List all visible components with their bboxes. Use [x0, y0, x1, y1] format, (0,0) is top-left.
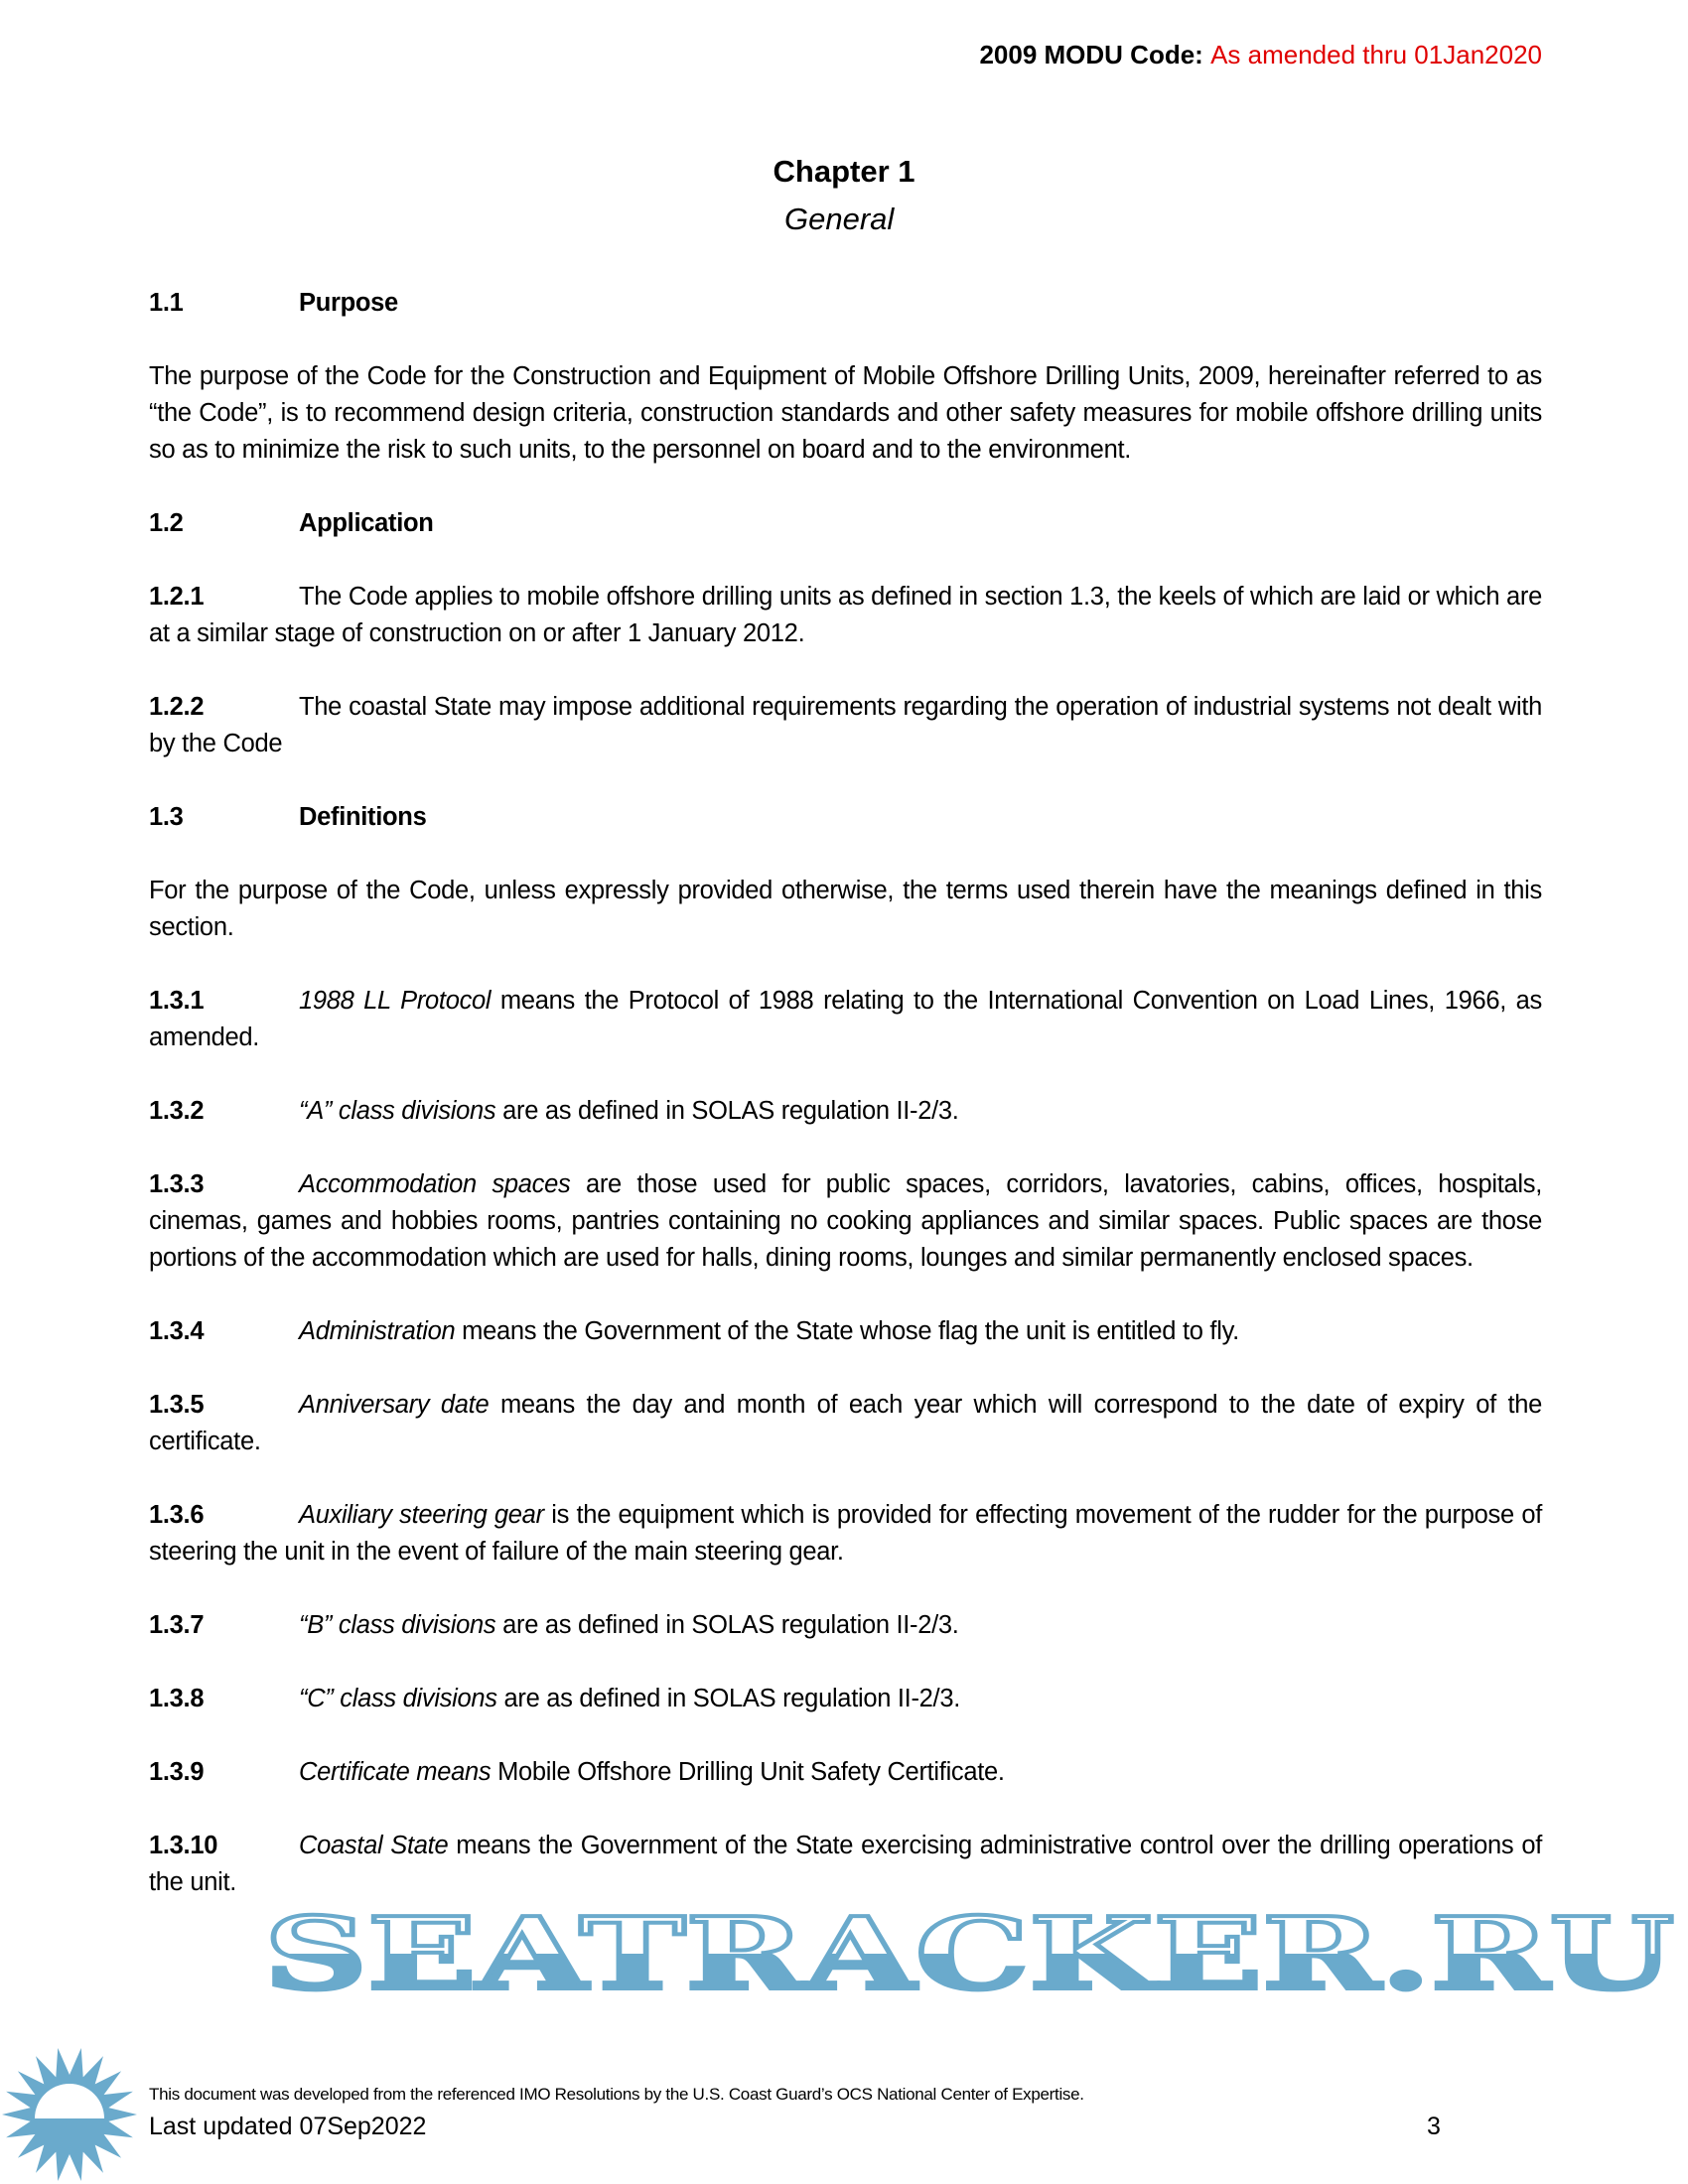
- definitions-list: [149, 983, 1542, 1901]
- definition-1-3-10: [149, 1828, 1542, 1901]
- definition-1-3-9: [149, 1754, 1542, 1791]
- paragraph-number: 1.3.10: [149, 1832, 218, 1859]
- definition-1-3-8: [149, 1681, 1542, 1717]
- section-heading-1-1: [149, 285, 1542, 322]
- definition-1-3-1: [149, 983, 1542, 1056]
- paragraph-number: 1.3.7: [149, 1611, 205, 1639]
- footer-note: This document was developed from the referenced IMO Resolutions by the U.S. Coast Guard’s OCS National Center of Expertise.: [149, 2085, 1084, 2104]
- definition-1-3-3: [149, 1166, 1542, 1277]
- defined-term: Auxiliary steering gear: [299, 1501, 544, 1529]
- paragraph-number: 1.3.3: [149, 1170, 205, 1198]
- paragraph-number: 1.3.5: [149, 1391, 205, 1419]
- chapter-subtitle: General: [784, 202, 895, 236]
- sun-icon: [0, 2045, 139, 2184]
- definition-text: means the Government of the State exercising administrative control over the drilling operations of the unit.: [149, 1832, 1542, 1896]
- section-number: 1.2: [149, 509, 184, 537]
- header-title: 2009 MODU Code:: [979, 40, 1203, 69]
- defined-term: 1988 LL Protocol: [299, 987, 492, 1015]
- paragraph-number: 1.3.4: [149, 1317, 205, 1345]
- defined-term: Coastal State: [299, 1832, 449, 1859]
- definition-1-3-6: [149, 1497, 1542, 1570]
- definition-text: means the day and month of each year which will correspond to the date of expiry of the certificate.: [149, 1391, 1542, 1455]
- paragraph-number: 1.3.9: [149, 1758, 205, 1786]
- paragraph-number: 1.3.2: [149, 1097, 205, 1125]
- definition-1-3-4: [149, 1313, 1542, 1350]
- definition-text: are those used for public spaces, corridors, lavatories, cabins, offices, hospitals, cinemas, games and hobbies rooms, pantries containing no cooking appliances and similar spaces. Public spaces are those portions of the accommodation which are used for halls, dining rooms, lounges and similar permanently enclosed spaces.: [149, 1170, 1542, 1272]
- definition-text: Mobile Offshore Drilling Unit Safety Certificate.: [491, 1758, 1005, 1786]
- section-title: Definitions: [299, 803, 427, 831]
- page-number: 3: [1427, 2113, 1441, 2140]
- section-title: Purpose: [299, 289, 398, 317]
- section-heading-1-3: [149, 799, 1542, 836]
- document-body: [149, 285, 1674, 1996]
- paragraph-number: 1.3.1: [149, 987, 205, 1015]
- definition-text: are as defined in SOLAS regulation II-2/3.: [495, 1611, 959, 1639]
- svg-text:SEATRACKER.RU: SEATRACKER.RU: [264, 1909, 1674, 1996]
- defined-term: “B” class divisions: [299, 1611, 496, 1639]
- section-number: 1.3: [149, 803, 184, 831]
- defined-term: Administration: [299, 1317, 456, 1345]
- paragraph-number: 1.3.6: [149, 1501, 205, 1529]
- definition-text: are as defined in SOLAS regulation II-2/3.: [496, 1685, 960, 1712]
- section-heading-1-2: [149, 505, 1542, 542]
- definition-text: means the Protocol of 1988 relating to the International Convention on Load Lines, 1966, as amended.: [149, 987, 1542, 1051]
- definition-1-3-7: [149, 1607, 1542, 1644]
- paragraph-number: 1.2.2: [149, 693, 205, 721]
- definition-text: are as defined in SOLAS regulation II-2/3.: [495, 1097, 959, 1125]
- section-number: 1.1: [149, 289, 184, 317]
- paragraph-1-2-1: [149, 579, 1542, 652]
- paragraph-text: The Code applies to mobile offshore drilling units as defined in section 1.3, the keels of which are laid or which are at a similar stage of construction on or after 1 January 2012.: [149, 583, 1542, 647]
- paragraph-number: 1.2.1: [149, 583, 205, 611]
- purpose-paragraph: The purpose of the Code for the Construction and Equipment of Mobile Offshore Drilling Units, 2009, hereinafter referred to as “the Code”, is to recommend design criteria, construction standards and other safety measures for mobile offshore drilling units so as to minimize the risk to such units, to the personnel on board and to the environment.: [149, 362, 1542, 464]
- definition-text: means the Government of the State whose flag the unit is entitled to fly.: [455, 1317, 1239, 1345]
- definition-text: is the equipment which is provided for effecting movement of the rudder for the purpose of steering the unit in the event of failure of the main steering gear.: [149, 1501, 1542, 1566]
- definition-1-3-2: [149, 1093, 1542, 1130]
- running-header: [979, 40, 1542, 70]
- section-title: Application: [299, 509, 434, 537]
- definition-1-3-5: [149, 1387, 1542, 1460]
- paragraph-text: The coastal State may impose additional requirements regarding the operation of industrial systems not dealt with by the Code: [149, 693, 1542, 757]
- defined-term: “C” class divisions: [299, 1685, 497, 1712]
- defined-term: “A” class divisions: [299, 1097, 496, 1125]
- paragraph-number: 1.3.8: [149, 1685, 205, 1712]
- definitions-intro: For the purpose of the Code, unless expressly provided otherwise, the terms used therein have the meanings defined in this section.: [149, 877, 1542, 941]
- defined-term: Accommodation spaces: [299, 1170, 571, 1198]
- paragraph-1-2-2: [149, 689, 1542, 762]
- defined-term: Certificate means: [299, 1758, 492, 1786]
- chapter-title: Chapter 1: [773, 154, 915, 189]
- header-amended: As amended thru 01Jan2020: [1210, 40, 1542, 69]
- footer-updated: Last updated 07Sep2022: [149, 2113, 427, 2140]
- defined-term: Anniversary date: [299, 1391, 490, 1419]
- seatracker-watermark: [260, 1909, 1680, 1996]
